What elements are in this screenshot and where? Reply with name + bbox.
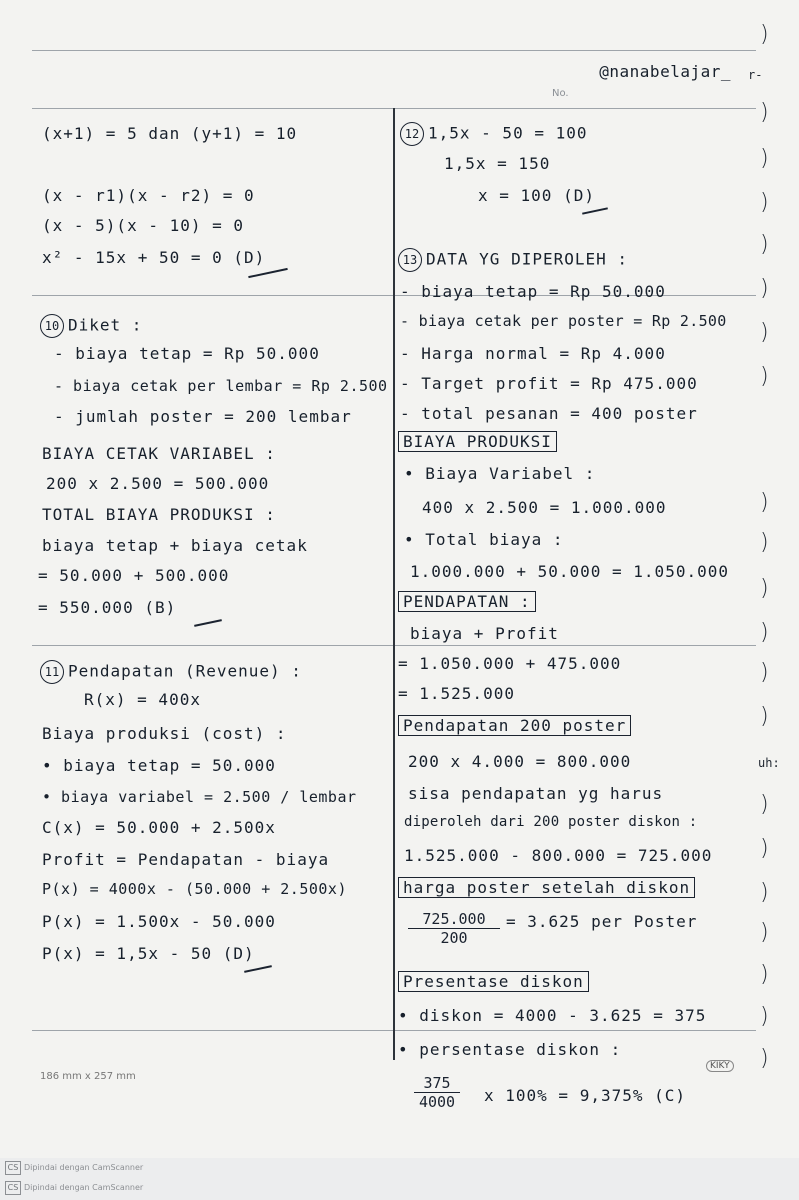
calc-line: 1,5x = 150 bbox=[444, 154, 551, 173]
margin-bracket: ) bbox=[760, 364, 769, 389]
eq-line: (x+1) = 5 dan (y+1) = 10 bbox=[42, 124, 298, 143]
margin-bracket: ) bbox=[760, 320, 769, 345]
eq-line: (x - r1)(x - r2) = 0 bbox=[42, 186, 255, 205]
fraction-numerator: 375 bbox=[414, 1074, 460, 1093]
calc-line: sisa pendapatan yg harus bbox=[408, 784, 664, 803]
author-handle: @nanabelajar_ bbox=[599, 62, 731, 81]
fraction-numerator: 725.000 bbox=[408, 910, 500, 929]
question-13-heading bbox=[398, 248, 628, 272]
camscanner-logo-icon: CS bbox=[5, 1181, 21, 1195]
fraction-denominator: 200 bbox=[440, 929, 468, 947]
fraction bbox=[414, 1074, 460, 1111]
margin-bracket: ) bbox=[760, 792, 769, 817]
scanner-caption: Dipindai dengan CamScanner bbox=[24, 1163, 144, 1172]
question-11-heading bbox=[40, 660, 302, 684]
margin-bracket: ) bbox=[760, 146, 769, 171]
eq-answer: x² - 15x + 50 = 0 (D) bbox=[42, 248, 266, 267]
data-item: - total pesanan = 400 poster bbox=[400, 404, 698, 423]
box-label: harga poster setelah diskon bbox=[398, 877, 695, 898]
margin-bracket: ) bbox=[760, 232, 769, 257]
data-item: - biaya tetap = Rp 50.000 bbox=[400, 282, 666, 301]
calc-line: = 1.525.000 bbox=[398, 684, 515, 703]
question-title: Pendapatan (Revenue) : bbox=[68, 661, 302, 681]
calc-line: biaya tetap + biaya cetak bbox=[42, 536, 308, 555]
margin-bracket: ) bbox=[760, 962, 769, 987]
data-item: - biaya cetak per poster = Rp 2.500 bbox=[400, 312, 727, 330]
boxed-heading bbox=[398, 972, 589, 991]
calc-line: = 3.625 per Poster bbox=[506, 912, 698, 931]
calc-line: 200 x 4.000 = 800.000 bbox=[408, 752, 632, 771]
margin-bracket: ) bbox=[760, 660, 769, 685]
final-answer: x 100% = 9,375% (C) bbox=[484, 1086, 687, 1105]
question-title: Diket : bbox=[68, 315, 143, 335]
calc-label: • Biaya Variabel : bbox=[404, 464, 596, 483]
question-10-heading bbox=[40, 314, 142, 338]
boxed-heading bbox=[398, 716, 631, 735]
calc-line: 1,5x - 50 = 100 bbox=[428, 123, 588, 143]
data-item: - Harga normal = Rp 4.000 bbox=[400, 344, 666, 363]
margin-bracket: ) bbox=[760, 836, 769, 861]
question-number: 12 bbox=[400, 122, 424, 146]
margin-bracket: ) bbox=[760, 880, 769, 905]
scanner-footer bbox=[0, 1158, 799, 1178]
question-title: DATA YG DIPEROLEH : bbox=[426, 249, 629, 269]
calc-label: • Total biaya : bbox=[404, 530, 564, 549]
box-label: Pendapatan 200 poster bbox=[398, 715, 631, 736]
brand-stamp: KIKY bbox=[706, 1060, 734, 1072]
margin-bracket: ) bbox=[760, 490, 769, 515]
calc-line: 1.000.000 + 50.000 = 1.050.000 bbox=[410, 562, 729, 581]
section-label: BIAYA CETAK VARIABEL : bbox=[42, 444, 276, 463]
margin-bracket: ) bbox=[760, 276, 769, 301]
calc-line: 200 x 2.500 = 500.000 bbox=[46, 474, 270, 493]
box-label: Presentase diskon bbox=[398, 971, 589, 992]
margin-bracket: ) bbox=[760, 920, 769, 945]
formula-line: R(x) = 400x bbox=[84, 690, 201, 709]
calc-line: • diskon = 4000 - 3.625 = 375 bbox=[398, 1006, 707, 1025]
fraction-denominator: 4000 bbox=[418, 1093, 456, 1111]
given-item: - biaya cetak per lembar = Rp 2.500 bbox=[54, 377, 388, 395]
question-number: 11 bbox=[40, 660, 64, 684]
scanner-footer bbox=[0, 1178, 799, 1198]
camscanner-logo-icon: CS bbox=[5, 1161, 21, 1175]
formula-line: Profit = Pendapatan - biaya bbox=[42, 850, 330, 869]
calc-line: = 50.000 + 500.000 bbox=[38, 566, 230, 585]
margin-bracket: ) bbox=[760, 22, 769, 47]
eq-line: (x - 5)(x - 10) = 0 bbox=[42, 216, 245, 235]
calc-answer: = 550.000 (B) bbox=[38, 598, 177, 617]
answer-underline bbox=[582, 207, 608, 214]
section-label: Biaya produksi (cost) : bbox=[42, 724, 287, 743]
calc-line: 400 x 2.500 = 1.000.000 bbox=[422, 498, 667, 517]
formula-line: C(x) = 50.000 + 2.500x bbox=[42, 818, 276, 837]
scanner-caption: Dipindai dengan CamScanner bbox=[24, 1183, 144, 1192]
calc-line: biaya + Profit bbox=[410, 624, 559, 643]
formula-line: P(x) = 1.500x - 50.000 bbox=[42, 912, 276, 931]
boxed-heading bbox=[398, 592, 536, 611]
box-label: BIAYA PRODUKSI bbox=[398, 431, 557, 452]
cost-item: • biaya tetap = 50.000 bbox=[42, 756, 276, 775]
margin-bracket: ) bbox=[760, 576, 769, 601]
margin-bracket: ) bbox=[760, 190, 769, 215]
formula-answer: P(x) = 1,5x - 50 (D) bbox=[42, 944, 255, 963]
question-12-heading bbox=[400, 122, 588, 146]
boxed-heading bbox=[398, 432, 557, 451]
section-label: TOTAL BIAYA PRODUKSI : bbox=[42, 505, 276, 524]
given-item: - jumlah poster = 200 lembar bbox=[54, 407, 352, 426]
margin-bracket: ) bbox=[760, 530, 769, 555]
box-label: PENDAPATAN : bbox=[398, 591, 536, 612]
page-number-label: No. bbox=[552, 88, 569, 99]
calc-answer: x = 100 (D) bbox=[478, 186, 595, 205]
calc-line: 1.525.000 - 800.000 = 725.000 bbox=[404, 846, 713, 865]
given-item: - biaya tetap = Rp 50.000 bbox=[54, 344, 320, 363]
calc-line: = 1.050.000 + 475.000 bbox=[398, 654, 622, 673]
question-number: 10 bbox=[40, 314, 64, 338]
margin-note: r- bbox=[748, 68, 763, 82]
column-divider bbox=[393, 108, 395, 1060]
margin-bracket: ) bbox=[760, 704, 769, 729]
cost-item: • biaya variabel = 2.500 / lembar bbox=[42, 788, 357, 806]
calc-label: • persentase diskon : bbox=[398, 1040, 622, 1059]
margin-bracket: ) bbox=[760, 1046, 769, 1071]
page-dimensions: 186 mm x 257 mm bbox=[40, 1071, 136, 1082]
answer-underline bbox=[248, 268, 288, 278]
fraction bbox=[408, 910, 500, 947]
question-number: 13 bbox=[398, 248, 422, 272]
answer-underline bbox=[194, 619, 222, 627]
margin-bracket: ) bbox=[760, 620, 769, 645]
margin-note: uh: bbox=[758, 756, 780, 770]
margin-bracket: ) bbox=[760, 100, 769, 125]
boxed-heading bbox=[398, 878, 695, 897]
calc-line: diperoleh dari 200 poster diskon : bbox=[404, 814, 698, 830]
ruled-line bbox=[32, 50, 756, 51]
formula-line: P(x) = 4000x - (50.000 + 2.500x) bbox=[42, 880, 347, 898]
data-item: - Target profit = Rp 475.000 bbox=[400, 374, 698, 393]
answer-underline bbox=[244, 965, 272, 973]
margin-bracket: ) bbox=[760, 1004, 769, 1029]
